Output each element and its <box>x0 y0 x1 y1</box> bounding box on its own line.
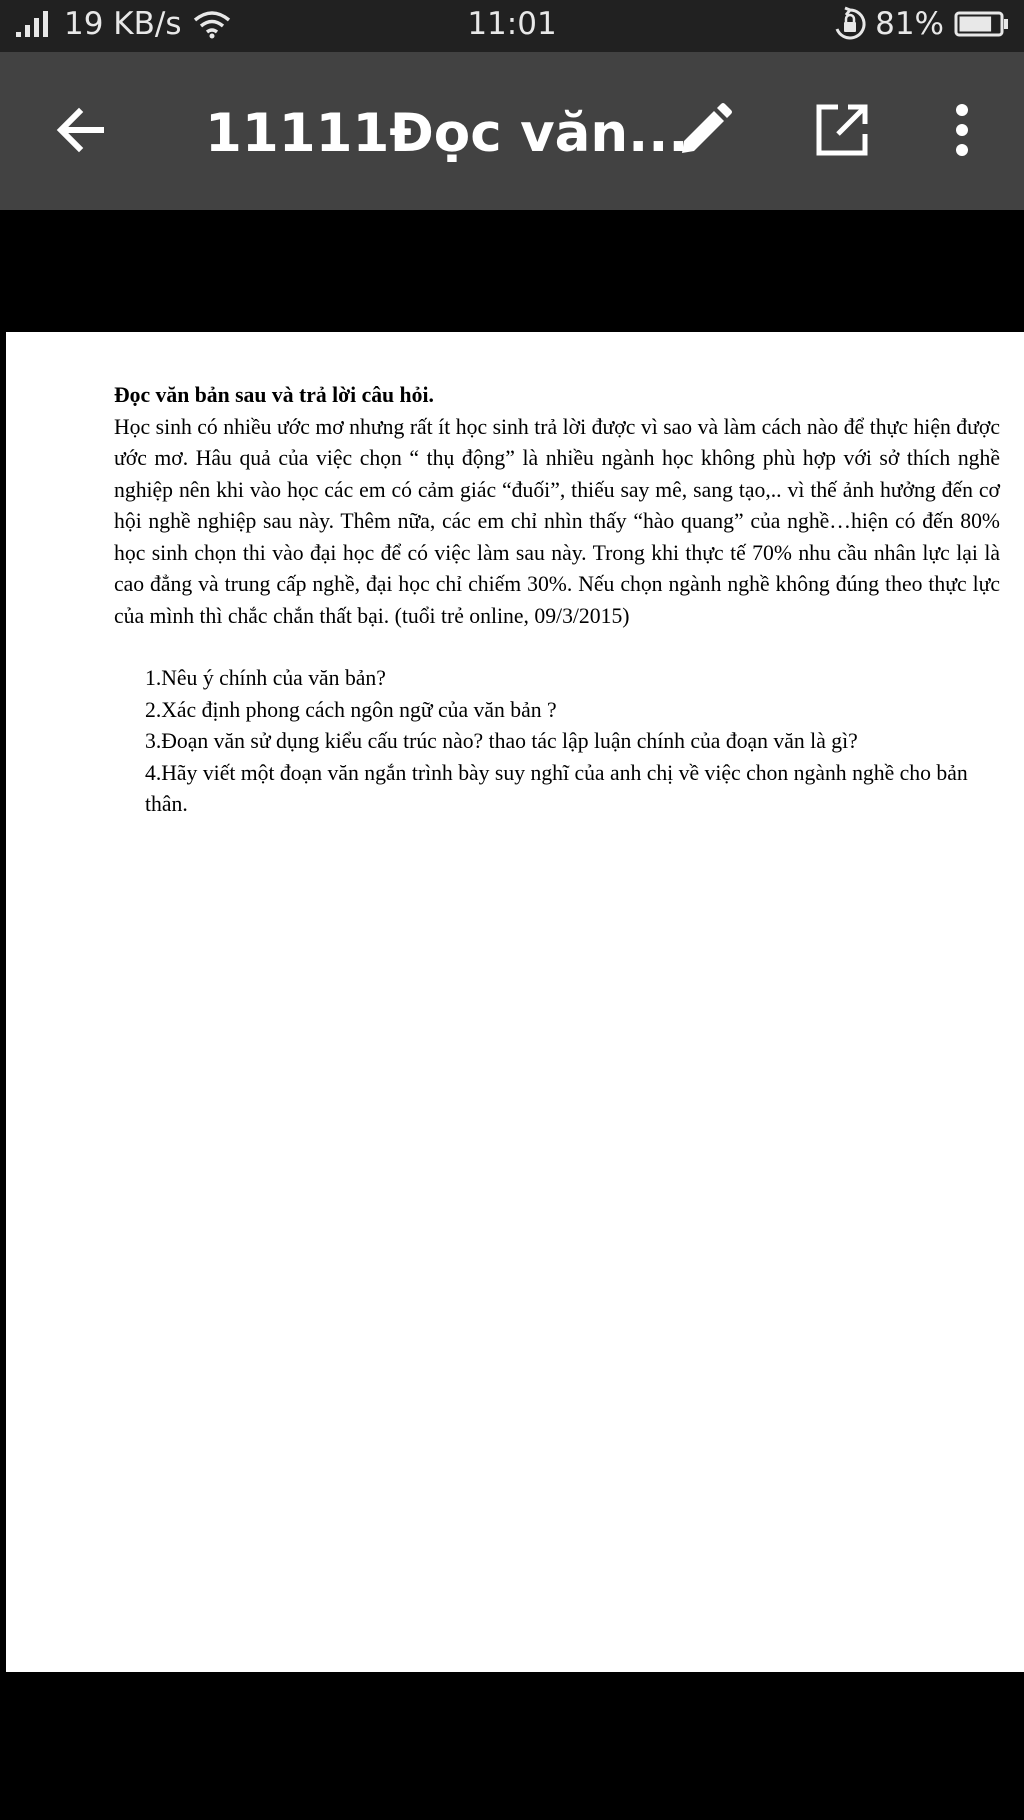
document-page[interactable] <box>6 332 1024 1672</box>
battery-icon <box>954 10 1010 38</box>
back-arrow-icon <box>53 103 107 161</box>
question-list <box>114 663 1000 821</box>
rotation-lock-icon <box>833 7 867 41</box>
open-external-icon <box>814 102 870 162</box>
status-bar-left <box>14 6 232 42</box>
document-body <box>114 380 1000 821</box>
battery-percent: 81% <box>875 6 944 42</box>
status-time: 11:01 <box>467 6 557 42</box>
edit-pencil-icon <box>676 101 734 163</box>
question-item: 4.Hãy viết một đoạn văn ngắn trình bày suy nghĩ của anh chị về việc chon ngành nghề cho bản thân. <box>145 760 968 816</box>
status-bar <box>0 0 1024 52</box>
wifi-icon <box>192 9 232 39</box>
question-item: 3.Đoạn văn sử dụng kiểu cấu trúc nào? thao tác lập luận chính của đoạn văn là gì? <box>145 729 858 753</box>
question-item: 1.Nêu ý chính của văn bản? <box>145 666 386 690</box>
open-external-button[interactable] <box>802 92 882 172</box>
document-paragraph: Học sinh có nhiều ước mơ nhưng rất ít học sinh trả lời được vì sao và làm cách nào để thực hiện được ước mơ. Hâu quả của việc chọn “ thụ động” là nhiều ngành học không phù hợp với sở thích nghề nghiệp nên khi vào học các em có cảm giác “đuối”, thiếu say mê, sang tạo,.. vì thế ảnh hưởng đến cơ hội nghề nghiệp sau này. Thêm nữa, các em chỉ nhìn thấy “hào quang” của nghề…hiện có đến 80% học sinh chọn thi vào đại học để có việc làm sau này. Trong khi thực tế 70% nhu cầu nhân lực lại là cao đẳng và trung cấp nghề, đại học chỉ chiếm 30%. Nếu chọn ngành nghề không đúng theo thực lực của mình thì chắc chắn thất bại. (tuổi trẻ online, 09/3/2015) <box>114 414 1000 628</box>
edit-button[interactable] <box>665 92 745 172</box>
document-heading: Đọc văn bản sau và trả lời câu hỏi. <box>114 383 434 407</box>
status-bar-right <box>833 6 1010 42</box>
more-vert-icon <box>952 102 972 162</box>
document-title: 11111Đọc văn... <box>205 103 689 164</box>
app-bar <box>0 52 1024 210</box>
question-item: 2.Xác định phong cách ngôn ngữ của văn bản ? <box>145 697 557 722</box>
back-button[interactable] <box>40 92 120 172</box>
signal-icon <box>14 9 50 39</box>
more-options-button[interactable] <box>922 92 1002 172</box>
network-speed: 19 KB/s <box>64 6 182 42</box>
